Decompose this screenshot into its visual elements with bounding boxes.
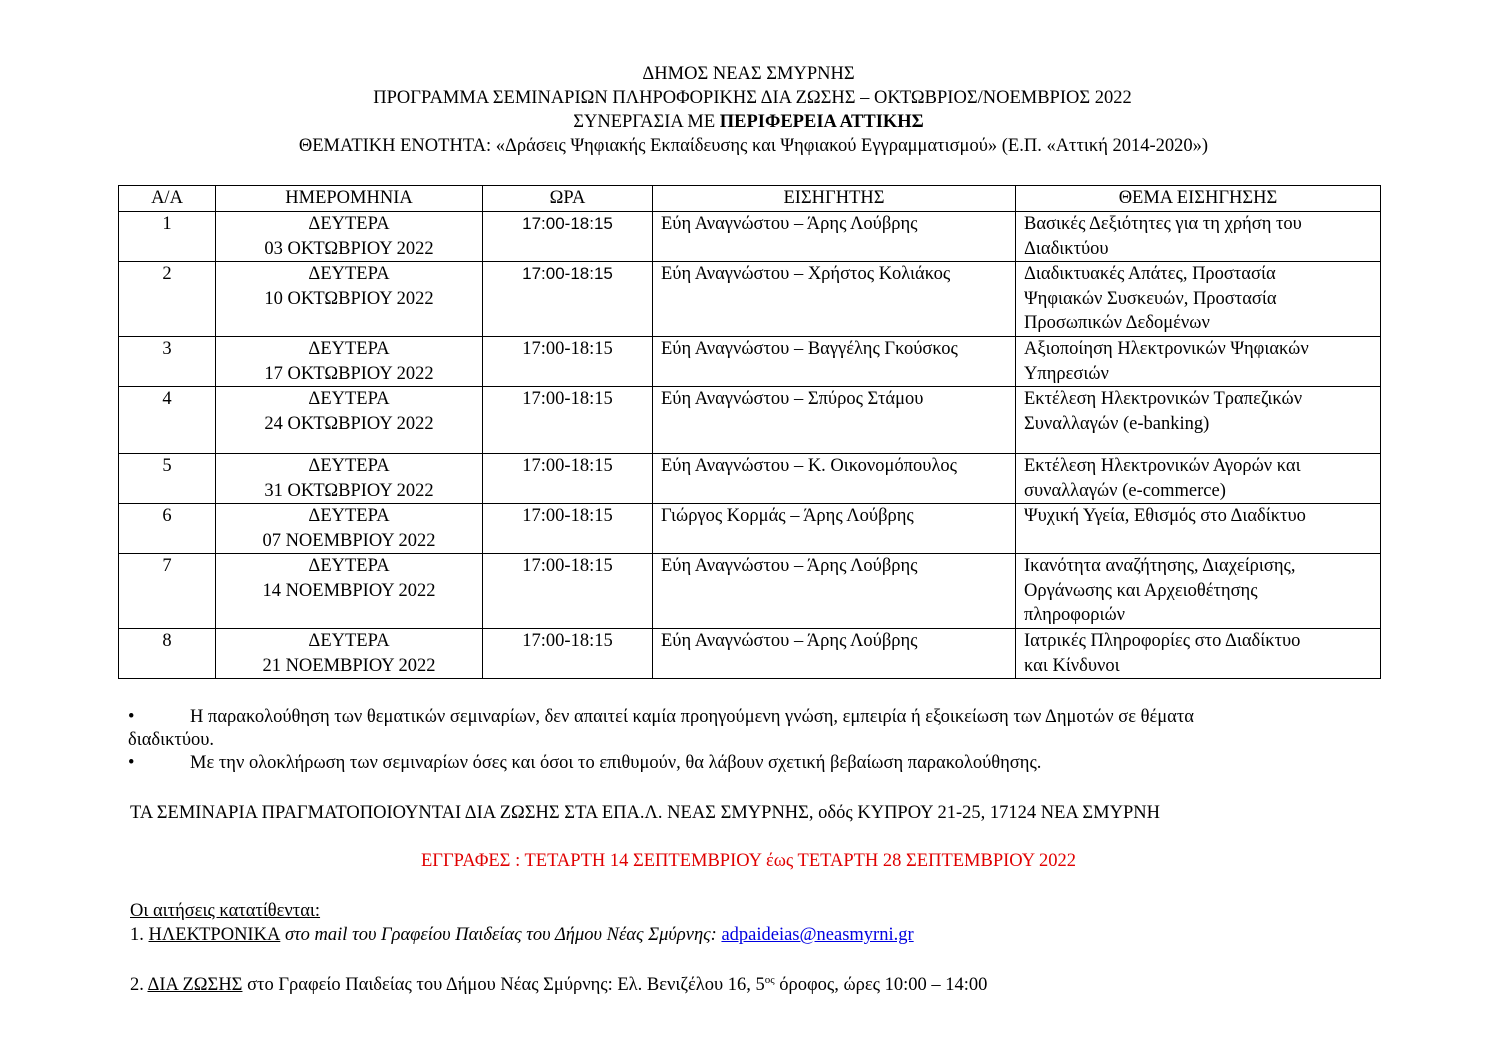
topic-cell [1016,262,1381,337]
time-cell: 17:00-18:15 [483,454,653,504]
date-value: 03 ΟΚΤΩΒΡΙΟΥ 2022 [264,238,434,259]
date-cell [216,212,483,262]
table-row [119,212,1381,262]
topic-line: Εκτέλεση Ηλεκτρονικών Τραπεζικών [1024,389,1303,409]
day-name: ΔΕΥΤΕΡΑ [308,506,390,526]
spacer [130,947,987,968]
seminar-schedule-table [118,185,1381,679]
row-number: 2 [119,262,216,337]
speaker-cell: Εύη Αναγνώστου – Άρης Λούβρης [653,629,1016,679]
topic-line: και Κίνδυνοι [1024,655,1120,676]
table-row [119,387,1381,454]
topic-line: Αξιοποίηση Ηλεκτρονικών Ψηφιακών [1024,339,1309,359]
topic-line: Διαδικτύου [1024,238,1109,259]
option-hours: όροφος, ώρες 10:00 – 14:00 [774,975,988,995]
ordinal-suffix: ος [764,974,775,986]
day-name: ΔΕΥΤΕΡΑ [308,339,390,359]
row-number: 5 [119,454,216,504]
date-value: 07 ΝΟΕΜΒΡΙΟΥ 2022 [262,530,436,551]
municipality-title: ΔΗΜΟΣ ΝΕΑΣ ΣΜΥΡΝΗΣ [642,64,855,84]
column-header: ΘΕΜΑ ΕΙΣΗΓΗΣΗΣ [1016,186,1381,212]
applications-heading: Οι αιτήσεις κατατίθενται: [130,901,321,921]
email-link[interactable]: adpaideias@neasmyrni.gr [721,925,914,945]
notes-list [128,706,1378,775]
table-row [119,262,1381,337]
topic-cell [1016,387,1381,454]
note-item [128,752,1378,775]
date-value: 24 ΟΚΤΩΒΡΙΟΥ 2022 [264,413,434,434]
table-header-row [119,186,1381,212]
speaker-cell: Εύη Αναγνώστου – Χρήστος Κολιάκος [653,262,1016,337]
time-cell: 17:00-18:15 [483,629,653,679]
topic-cell [1016,504,1381,554]
partnership-prefix: ΣΥΝΕΡΓΑΣΙΑ ΜΕ [573,112,720,132]
program-title: ΠΡΟΓΡΑΜΜΑ ΣΕΜΙΝΑΡΙΩΝ ΠΛΗΡΟΦΟΡΙΚΗΣ ΔΙΑ ΖΩΣΗΣ – ΟΚΤΩΒΡΙΟΣ/ΝΟΕΜΒΡΙΟΣ 2022 [373,88,1132,108]
application-option-electronic [130,923,987,947]
date-cell [216,629,483,679]
row-number: 4 [119,387,216,454]
table-row [119,554,1381,629]
bullet-mark: • [128,707,135,727]
speaker-cell: Εύη Αναγνώστου – Βαγγέλης Γκούσκος [653,337,1016,387]
day-name: ΔΕΥΤΕΡΑ [308,456,390,476]
registration-dates: ΕΓΓΡΑΦΕΣ : ΤΕΤΑΡΤΗ 14 ΣΕΠΤΕΜΒΡΙΟΥ έως ΤΕΤΑΡΤΗ 28 ΣΕΠΤΕΜΒΡΙΟΥ 2022 [420,851,1077,871]
day-name: ΔΕΥΤΕΡΑ [308,214,390,234]
column-header: ΩΡΑ [483,186,653,212]
partnership-name: ΠΕΡΙΦΕΡΕΙΑ ΑΤΤΙΚΗΣ [719,112,924,132]
topic-line: Διαδικτυακές Απάτες, Προστασία [1024,264,1276,284]
option-text: στο Γραφείο Παιδείας του Δήμου Νέας Σμύρνης: Ελ. Βενιζέλου 16, 5 [242,975,765,995]
row-number: 3 [119,337,216,387]
note-text: Με την ολοκλήρωση των σεμιναρίων όσες και όσοι το επιθυμούν, θα λάβουν σχετική βεβαίωση παρακολούθησης. [190,753,1042,773]
topic-line: Υπηρεσιών [1024,363,1109,384]
partnership-line [0,110,1497,134]
speaker-cell: Εύη Αναγνώστου – Άρης Λούβρης [653,212,1016,262]
row-number: 7 [119,554,216,629]
time-cell: 17:00-18:15 [483,554,653,629]
topic-line: Ψυχική Υγεία, Εθισμός στο Διαδίκτυο [1024,506,1306,526]
topic-line: Ιατρικές Πληροφορίες στο Διαδίκτυο [1024,631,1301,651]
column-header: ΗΜΕΡΟΜΗΝΙΑ [216,186,483,212]
time-cell: 17:00-18:15 [483,212,653,262]
applications-section [130,899,987,997]
date-value: 21 ΝΟΕΜΒΡΙΟΥ 2022 [262,655,436,676]
topic-line: Συναλλαγών (e-banking) [1024,413,1210,434]
topic-cell [1016,629,1381,679]
table-row [119,504,1381,554]
day-name: ΔΕΥΤΕΡΑ [308,556,390,576]
column-header: Α/Α [119,186,216,212]
topic-line: συναλλαγών (e-commerce) [1024,480,1226,501]
time-cell: 17:00-18:15 [483,504,653,554]
speaker-cell: Εύη Αναγνώστου – Κ. Οικονομόπουλος [653,454,1016,504]
note-text: Η παρακολούθηση των θεματικών σεμιναρίων, δεν απαιτεί καμία προηγούμενη γνώση, εμπειρία ή εξοικείωση των Δημοτών σε θέματα [190,707,1194,727]
topic-line: Οργάνωσης και Αρχειοθέτησης [1024,580,1258,601]
topic-line: Προσωπικών Δεδομένων [1024,313,1210,333]
topic-cell [1016,337,1381,387]
topic-line: Ψηφιακών Συσκευών, Προστασία [1024,288,1277,309]
topic-line: Ικανότητα αναζήτησης, Διαχείρισης, [1024,556,1296,576]
topic-cell [1016,454,1381,504]
time-cell: 17:00-18:15 [483,337,653,387]
date-value: 10 ΟΚΤΩΒΡΙΟΥ 2022 [264,288,434,309]
table-row [119,337,1381,387]
date-cell [216,387,483,454]
topic-cell [1016,554,1381,629]
date-cell [216,262,483,337]
speaker-cell: Γιώργος Κορμάς – Άρης Λούβρης [653,504,1016,554]
note-continuation: διαδικτύου. [128,730,215,750]
topic-cell [1016,212,1381,262]
application-option-in-person [130,968,987,997]
row-number: 1 [119,212,216,262]
row-number: 8 [119,629,216,679]
thematic-unit-line: ΘΕΜΑΤΙΚΗ ΕΝΟΤΗΤΑ: «Δράσεις Ψηφιακής Εκπαίδευσης και Ψηφιακού Εγγραμματισμού» (Ε.Π. «Αττική 2014-2020») [298,136,1209,156]
table-row [119,454,1381,504]
option-label: ΗΛΕΚΤΡΟΝΙΚΑ [148,925,281,945]
day-name: ΔΕΥΤΕΡΑ [308,389,390,409]
speaker-cell: Εύη Αναγνώστου – Άρης Λούβρης [653,554,1016,629]
day-name: ΔΕΥΤΕΡΑ [308,631,390,651]
column-header: ΕΙΣΗΓΗΤΗΣ [653,186,1016,212]
note-item [128,706,1378,729]
row-number: 6 [119,504,216,554]
date-value: 17 ΟΚΤΩΒΡΙΟΥ 2022 [264,363,434,384]
speaker-cell: Εύη Αναγνώστου – Σπύρος Στάμου [653,387,1016,454]
bullet-mark: • [128,753,135,773]
date-cell [216,454,483,504]
date-value: 31 ΟΚΤΩΒΡΙΟΥ 2022 [264,480,434,501]
date-value: 14 ΝΟΕΜΒΡΙΟΥ 2022 [262,580,436,601]
date-cell [216,554,483,629]
topic-line: Βασικές Δεξιότητες για τη χρήση του [1024,214,1302,234]
option-number: 1. [130,925,149,945]
document-header [0,62,1497,158]
time-cell: 17:00-18:15 [483,387,653,454]
date-cell [216,504,483,554]
option-number: 2. [130,975,148,995]
day-name: ΔΕΥΤΕΡΑ [308,264,390,284]
option-label: ΔΙΑ ΖΩΣΗΣ [147,975,243,995]
topic-line: πληροφοριών [1024,605,1125,625]
venue-statement: ΤΑ ΣΕΜΙΝΑΡΙΑ ΠΡΑΓΜΑΤΟΠΟΙΟΥΝΤΑΙ ΔΙΑ ΖΩΣΗΣ ΣΤΑ ΕΠΑ.Λ. ΝΕΑΣ ΣΜΥΡΝΗΣ, οδός ΚΥΠΡΟΥ 21-25, 17124 ΝΕΑ ΣΜΥΡΝΗ [130,803,1160,823]
time-cell: 17:00-18:15 [483,262,653,337]
option-text: στο mail του Γραφείου Παιδείας του Δήμου Νέας Σμύρνης: [280,925,722,945]
table-row [119,629,1381,679]
topic-line: Εκτέλεση Ηλεκτρονικών Αγορών και [1024,456,1301,476]
date-cell [216,337,483,387]
